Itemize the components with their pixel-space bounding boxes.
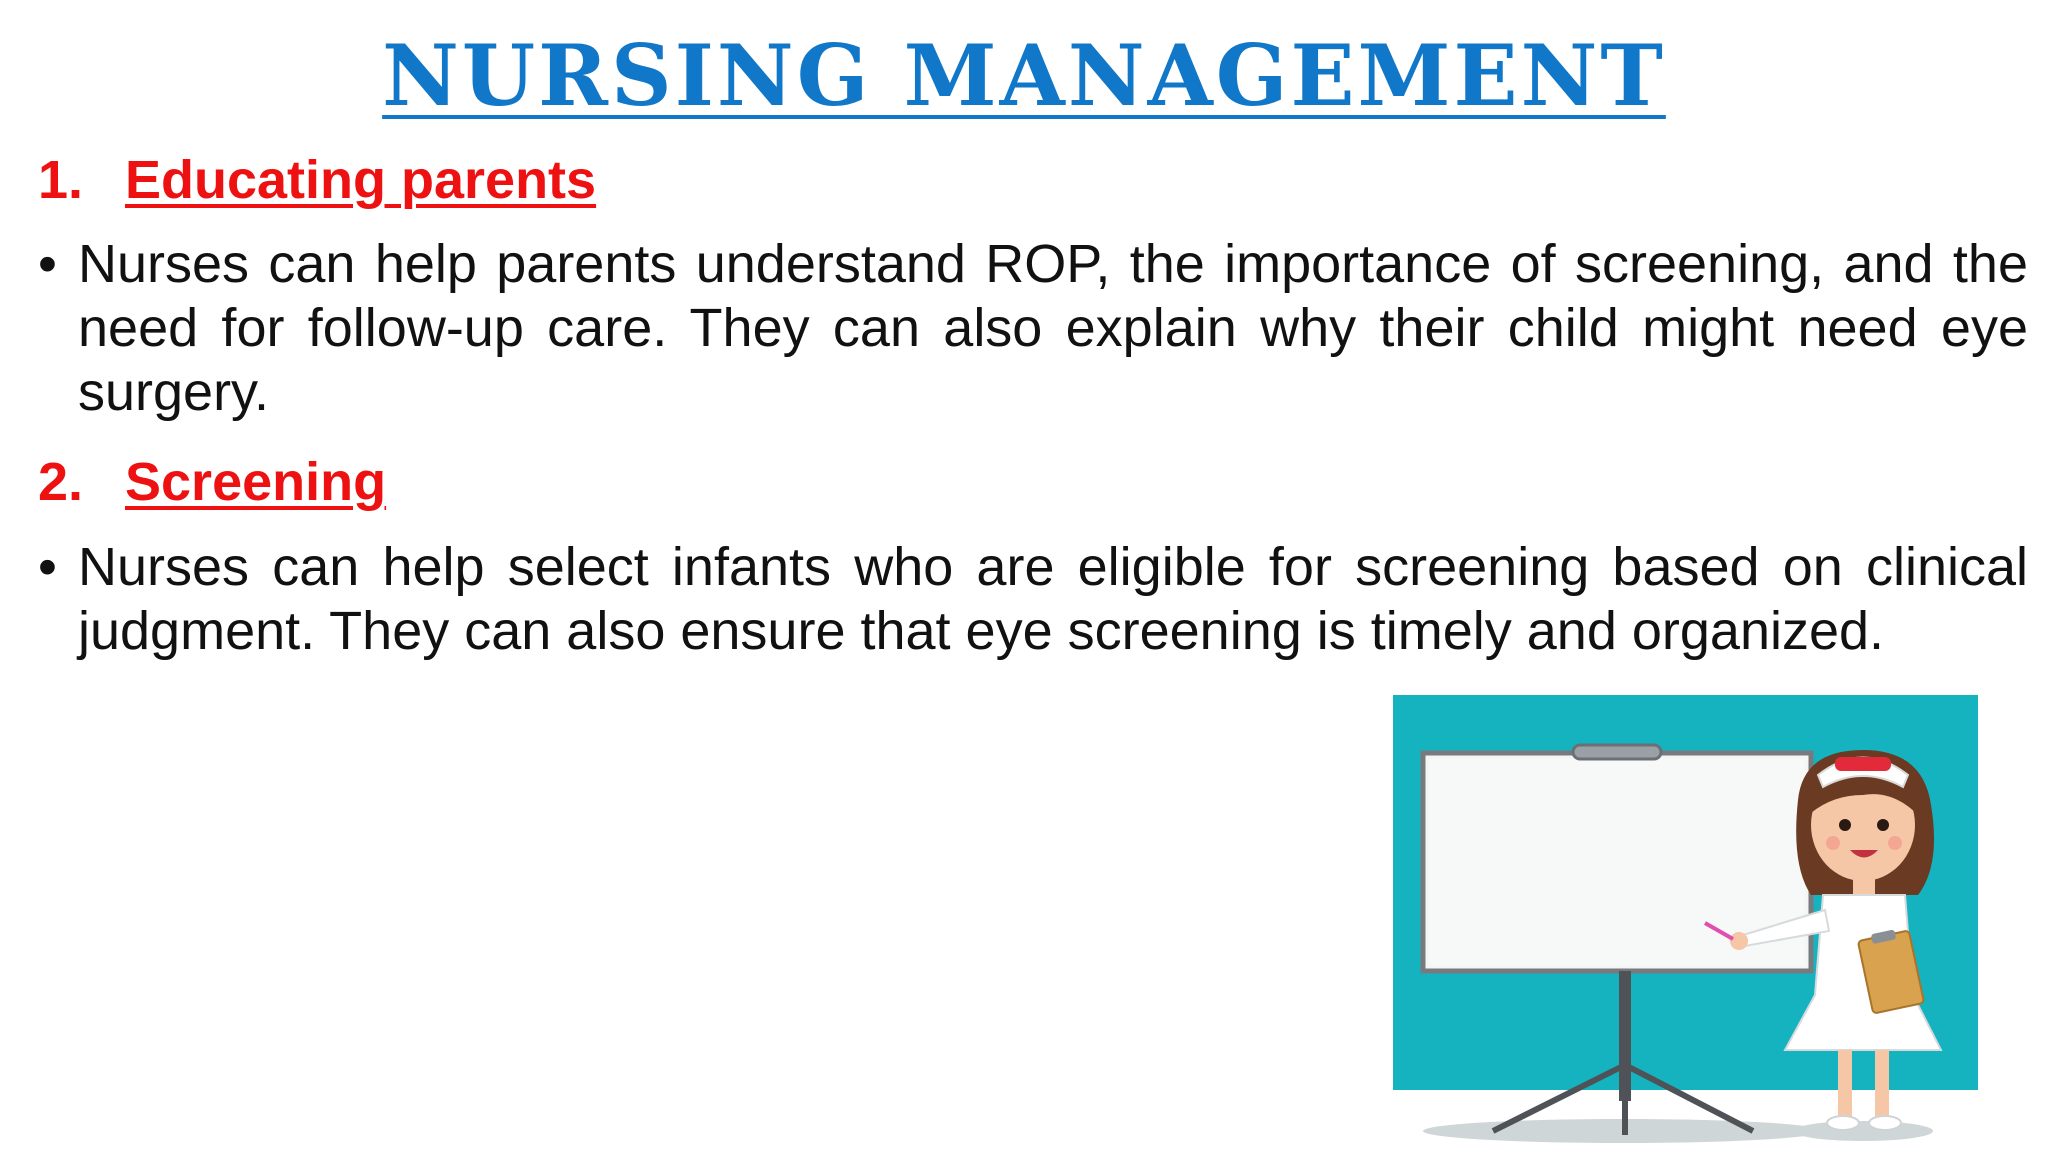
bullet-screening xyxy=(38,535,2028,663)
bullet-icon: • xyxy=(38,234,57,294)
section-number: 2. xyxy=(38,452,84,512)
bullet-educating-parents xyxy=(38,232,2028,424)
section-heading-educating-parents xyxy=(38,148,596,213)
bullet-text: Nurses can help select infants who are eligible for screening based on clinical judgment. They can also ensure that eye screening is timely and organized. xyxy=(78,537,2028,661)
bullet-icon: • xyxy=(38,537,57,597)
section-heading-label: Screening xyxy=(125,452,387,512)
slide-title xyxy=(0,28,2048,125)
nurse-whiteboard-icon xyxy=(1393,695,1978,1155)
bullet-text: Nurses can help parents understand ROP, the importance of screening, and the need for follow-up care. They can also explain why their child might need eye surgery. xyxy=(78,234,2028,422)
section-heading-label: Educating parents xyxy=(125,150,597,210)
section-number: 1. xyxy=(38,150,84,210)
slide-title-text: NURSING MANAGEMENT xyxy=(382,26,1666,125)
section-heading-screening xyxy=(38,450,386,515)
nurse-presenting-illustration xyxy=(1393,695,1978,1155)
